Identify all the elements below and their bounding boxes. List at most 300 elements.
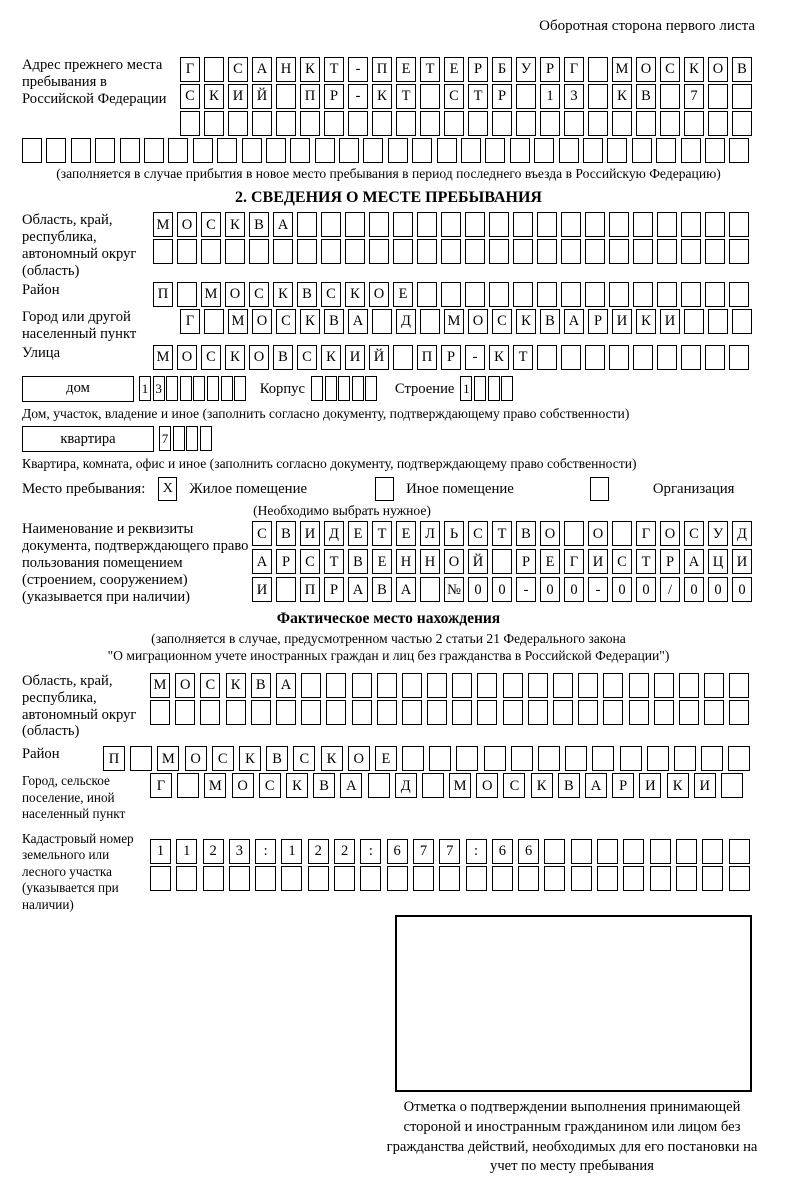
char-cell[interactable]: В: [313, 773, 335, 798]
char-cell[interactable]: 3: [229, 839, 250, 864]
char-cell[interactable]: [177, 282, 197, 307]
char-cell[interactable]: К: [667, 773, 689, 798]
char-cell[interactable]: В: [324, 309, 344, 334]
char-cell[interactable]: [388, 138, 408, 163]
char-cell[interactable]: [623, 839, 644, 864]
char-cell[interactable]: [729, 866, 750, 891]
char-cell[interactable]: Н: [396, 549, 416, 574]
char-cell[interactable]: [607, 138, 627, 163]
char-cell[interactable]: О: [177, 212, 197, 237]
char-cell[interactable]: [513, 282, 533, 307]
char-cell[interactable]: [301, 700, 321, 725]
char-cell[interactable]: №: [444, 577, 464, 602]
char-cell[interactable]: [585, 239, 605, 264]
char-cell[interactable]: Г: [150, 773, 172, 798]
char-cell[interactable]: В: [276, 521, 296, 546]
char-cell[interactable]: В: [732, 57, 752, 82]
char-cell[interactable]: [702, 866, 723, 891]
char-cell[interactable]: 0: [492, 577, 512, 602]
char-cell[interactable]: О: [177, 345, 197, 370]
char-cell[interactable]: [325, 376, 337, 401]
char-cell[interactable]: [705, 212, 725, 237]
char-cell[interactable]: [588, 57, 608, 82]
char-cell[interactable]: [681, 239, 701, 264]
char-cell[interactable]: А: [273, 212, 293, 237]
char-cell[interactable]: [534, 138, 554, 163]
char-cell[interactable]: [352, 673, 372, 698]
char-cell[interactable]: [420, 84, 440, 109]
char-cell[interactable]: [729, 673, 749, 698]
char-cell[interactable]: [396, 111, 416, 136]
char-cell[interactable]: [516, 84, 536, 109]
char-cell[interactable]: [228, 111, 248, 136]
char-cell[interactable]: А: [348, 577, 368, 602]
char-cell[interactable]: [413, 866, 434, 891]
char-cell[interactable]: [488, 376, 500, 401]
char-cell[interactable]: [681, 282, 701, 307]
char-cell[interactable]: [249, 239, 269, 264]
char-cell[interactable]: Д: [732, 521, 752, 546]
char-cell[interactable]: И: [588, 549, 608, 574]
char-cell[interactable]: [348, 111, 368, 136]
char-cell[interactable]: [571, 839, 592, 864]
char-cell[interactable]: Д: [396, 309, 416, 334]
char-cell[interactable]: [176, 866, 197, 891]
char-cell[interactable]: Е: [372, 549, 392, 574]
char-cell[interactable]: 0: [468, 577, 488, 602]
char-cell[interactable]: [681, 345, 701, 370]
char-cell[interactable]: С: [468, 521, 488, 546]
char-cell[interactable]: Г: [564, 57, 584, 82]
char-cell[interactable]: Р: [492, 84, 512, 109]
char-cell[interactable]: [429, 746, 451, 771]
char-cell[interactable]: [193, 376, 205, 401]
char-cell[interactable]: [503, 673, 523, 698]
char-cell[interactable]: [701, 746, 723, 771]
char-cell[interactable]: 1: [540, 84, 560, 109]
char-cell[interactable]: [204, 111, 224, 136]
char-cell[interactable]: М: [153, 345, 173, 370]
char-cell[interactable]: [732, 309, 752, 334]
char-cell[interactable]: [321, 212, 341, 237]
char-cell[interactable]: :: [466, 839, 487, 864]
char-cell[interactable]: П: [300, 577, 320, 602]
char-cell[interactable]: [518, 866, 539, 891]
char-cell[interactable]: [229, 866, 250, 891]
char-cell[interactable]: [654, 700, 674, 725]
char-cell[interactable]: [474, 376, 486, 401]
char-cell[interactable]: М: [444, 309, 464, 334]
char-cell[interactable]: [95, 138, 115, 163]
char-cell[interactable]: [681, 138, 701, 163]
char-cell[interactable]: [452, 673, 472, 698]
char-cell[interactable]: [729, 239, 749, 264]
char-cell[interactable]: Т: [324, 57, 344, 82]
char-cell[interactable]: 7: [159, 426, 171, 451]
char-cell[interactable]: [234, 376, 246, 401]
char-cell[interactable]: С: [201, 212, 221, 237]
char-cell[interactable]: И: [694, 773, 716, 798]
char-cell[interactable]: О: [540, 521, 560, 546]
char-cell[interactable]: В: [348, 549, 368, 574]
char-cell[interactable]: [372, 309, 392, 334]
char-cell[interactable]: [516, 111, 536, 136]
char-cell[interactable]: Г: [180, 309, 200, 334]
char-cell[interactable]: [489, 282, 509, 307]
char-cell[interactable]: [513, 239, 533, 264]
char-cell[interactable]: [603, 700, 623, 725]
char-cell[interactable]: С: [444, 84, 464, 109]
char-cell[interactable]: -: [348, 57, 368, 82]
char-cell[interactable]: [363, 138, 383, 163]
char-cell[interactable]: -: [465, 345, 485, 370]
char-cell[interactable]: 1: [139, 376, 151, 401]
char-cell[interactable]: Г: [564, 549, 584, 574]
char-cell[interactable]: В: [516, 521, 536, 546]
char-cell[interactable]: О: [636, 57, 656, 82]
char-cell[interactable]: [729, 839, 750, 864]
char-cell[interactable]: [609, 345, 629, 370]
char-cell[interactable]: [654, 673, 674, 698]
char-cell[interactable]: И: [300, 521, 320, 546]
char-cell[interactable]: [657, 345, 677, 370]
char-cell[interactable]: [377, 673, 397, 698]
char-cell[interactable]: О: [468, 309, 488, 334]
char-cell[interactable]: [537, 282, 557, 307]
char-cell[interactable]: [705, 345, 725, 370]
char-cell[interactable]: В: [636, 84, 656, 109]
char-cell[interactable]: [492, 111, 512, 136]
char-cell[interactable]: [633, 239, 653, 264]
char-cell[interactable]: А: [252, 57, 272, 82]
char-cell[interactable]: П: [103, 746, 125, 771]
char-cell[interactable]: И: [345, 345, 365, 370]
char-cell[interactable]: [276, 577, 296, 602]
char-cell[interactable]: [369, 239, 389, 264]
char-cell[interactable]: [290, 138, 310, 163]
char-cell[interactable]: Т: [513, 345, 533, 370]
char-cell[interactable]: 0: [636, 577, 656, 602]
char-cell[interactable]: [465, 282, 485, 307]
char-cell[interactable]: С: [684, 521, 704, 546]
char-cell[interactable]: С: [293, 746, 315, 771]
char-cell[interactable]: В: [372, 577, 392, 602]
char-cell[interactable]: А: [252, 549, 272, 574]
char-cell[interactable]: [422, 773, 444, 798]
char-cell[interactable]: [281, 866, 302, 891]
char-cell[interactable]: [200, 426, 212, 451]
char-cell[interactable]: [553, 673, 573, 698]
char-cell[interactable]: М: [228, 309, 248, 334]
char-cell[interactable]: [377, 700, 397, 725]
char-cell[interactable]: [705, 138, 725, 163]
char-cell[interactable]: [597, 866, 618, 891]
other-premises-checkbox[interactable]: [375, 477, 394, 501]
char-cell[interactable]: С: [252, 521, 272, 546]
char-cell[interactable]: [420, 111, 440, 136]
char-cell[interactable]: О: [444, 549, 464, 574]
char-cell[interactable]: [585, 212, 605, 237]
char-cell[interactable]: Т: [636, 549, 656, 574]
char-cell[interactable]: О: [660, 521, 680, 546]
char-cell[interactable]: И: [732, 549, 752, 574]
char-cell[interactable]: [564, 111, 584, 136]
char-cell[interactable]: О: [225, 282, 245, 307]
char-cell[interactable]: Е: [540, 549, 560, 574]
char-cell[interactable]: [571, 866, 592, 891]
organization-checkbox[interactable]: [590, 477, 609, 501]
char-cell[interactable]: /: [660, 577, 680, 602]
char-cell[interactable]: [393, 239, 413, 264]
char-cell[interactable]: Т: [396, 84, 416, 109]
char-cell[interactable]: 1: [460, 376, 472, 401]
char-cell[interactable]: [441, 239, 461, 264]
char-cell[interactable]: Р: [324, 84, 344, 109]
char-cell[interactable]: А: [564, 309, 584, 334]
char-cell[interactable]: Е: [444, 57, 464, 82]
char-cell[interactable]: :: [360, 839, 381, 864]
char-cell[interactable]: [468, 111, 488, 136]
char-cell[interactable]: [674, 746, 696, 771]
char-cell[interactable]: [266, 138, 286, 163]
char-cell[interactable]: [708, 309, 728, 334]
char-cell[interactable]: К: [239, 746, 261, 771]
char-cell[interactable]: [276, 84, 296, 109]
char-cell[interactable]: 1: [150, 839, 171, 864]
char-cell[interactable]: [729, 282, 749, 307]
char-cell[interactable]: [612, 111, 632, 136]
char-cell[interactable]: Р: [588, 309, 608, 334]
char-cell[interactable]: [387, 866, 408, 891]
char-cell[interactable]: Й: [252, 84, 272, 109]
char-cell[interactable]: К: [286, 773, 308, 798]
char-cell[interactable]: О: [175, 673, 195, 698]
char-cell[interactable]: Й: [468, 549, 488, 574]
char-cell[interactable]: [729, 700, 749, 725]
char-cell[interactable]: [207, 376, 219, 401]
char-cell[interactable]: [352, 700, 372, 725]
char-cell[interactable]: 6: [387, 839, 408, 864]
char-cell[interactable]: [326, 673, 346, 698]
char-cell[interactable]: [676, 866, 697, 891]
char-cell[interactable]: [629, 673, 649, 698]
char-cell[interactable]: [315, 138, 335, 163]
char-cell[interactable]: К: [684, 57, 704, 82]
char-cell[interactable]: [708, 84, 728, 109]
char-cell[interactable]: [489, 239, 509, 264]
char-cell[interactable]: [721, 773, 743, 798]
char-cell[interactable]: Р: [324, 577, 344, 602]
char-cell[interactable]: А: [340, 773, 362, 798]
char-cell[interactable]: [633, 282, 653, 307]
char-cell[interactable]: М: [157, 746, 179, 771]
char-cell[interactable]: [609, 282, 629, 307]
char-cell[interactable]: Г: [636, 521, 656, 546]
char-cell[interactable]: [177, 239, 197, 264]
char-cell[interactable]: 3: [153, 376, 165, 401]
char-cell[interactable]: -: [348, 84, 368, 109]
char-cell[interactable]: С: [249, 282, 269, 307]
char-cell[interactable]: У: [516, 57, 536, 82]
char-cell[interactable]: [427, 673, 447, 698]
char-cell[interactable]: [684, 111, 704, 136]
char-cell[interactable]: [251, 700, 271, 725]
char-cell[interactable]: П: [417, 345, 437, 370]
char-cell[interactable]: [402, 673, 422, 698]
char-cell[interactable]: [513, 212, 533, 237]
char-cell[interactable]: К: [372, 84, 392, 109]
char-cell[interactable]: [402, 700, 422, 725]
char-cell[interactable]: К: [225, 212, 245, 237]
char-cell[interactable]: [441, 212, 461, 237]
char-cell[interactable]: [636, 111, 656, 136]
char-cell[interactable]: [201, 239, 221, 264]
char-cell[interactable]: О: [185, 746, 207, 771]
char-cell[interactable]: К: [612, 84, 632, 109]
char-cell[interactable]: [528, 673, 548, 698]
char-cell[interactable]: Е: [375, 746, 397, 771]
char-cell[interactable]: [650, 839, 671, 864]
char-cell[interactable]: И: [252, 577, 272, 602]
char-cell[interactable]: П: [372, 57, 392, 82]
char-cell[interactable]: [352, 376, 364, 401]
char-cell[interactable]: [484, 746, 506, 771]
char-cell[interactable]: [559, 138, 579, 163]
char-cell[interactable]: 1: [281, 839, 302, 864]
char-cell[interactable]: [528, 700, 548, 725]
char-cell[interactable]: [365, 376, 377, 401]
char-cell[interactable]: С: [201, 345, 221, 370]
char-cell[interactable]: [503, 700, 523, 725]
char-cell[interactable]: С: [503, 773, 525, 798]
char-cell[interactable]: [321, 239, 341, 264]
char-cell[interactable]: [130, 746, 152, 771]
char-cell[interactable]: П: [153, 282, 173, 307]
char-cell[interactable]: 0: [732, 577, 752, 602]
char-cell[interactable]: [369, 212, 389, 237]
char-cell[interactable]: С: [276, 309, 296, 334]
char-cell[interactable]: 1: [176, 839, 197, 864]
char-cell[interactable]: [334, 866, 355, 891]
char-cell[interactable]: [629, 700, 649, 725]
char-cell[interactable]: К: [489, 345, 509, 370]
char-cell[interactable]: 3: [564, 84, 584, 109]
char-cell[interactable]: [679, 673, 699, 698]
char-cell[interactable]: О: [232, 773, 254, 798]
char-cell[interactable]: [221, 376, 233, 401]
char-cell[interactable]: Р: [441, 345, 461, 370]
char-cell[interactable]: О: [708, 57, 728, 82]
char-cell[interactable]: [273, 239, 293, 264]
char-cell[interactable]: [301, 673, 321, 698]
char-cell[interactable]: М: [612, 57, 632, 82]
char-cell[interactable]: К: [345, 282, 365, 307]
char-cell[interactable]: С: [300, 549, 320, 574]
char-cell[interactable]: [368, 773, 390, 798]
char-cell[interactable]: [439, 866, 460, 891]
char-cell[interactable]: С: [180, 84, 200, 109]
char-cell[interactable]: 2: [334, 839, 355, 864]
char-cell[interactable]: 7: [684, 84, 704, 109]
char-cell[interactable]: [417, 239, 437, 264]
char-cell[interactable]: [657, 212, 677, 237]
char-cell[interactable]: [544, 866, 565, 891]
char-cell[interactable]: [705, 239, 725, 264]
char-cell[interactable]: [544, 839, 565, 864]
char-cell[interactable]: [46, 138, 66, 163]
char-cell[interactable]: [412, 138, 432, 163]
char-cell[interactable]: Д: [324, 521, 344, 546]
char-cell[interactable]: И: [660, 309, 680, 334]
char-cell[interactable]: [466, 866, 487, 891]
char-cell[interactable]: [203, 866, 224, 891]
char-cell[interactable]: М: [150, 673, 170, 698]
char-cell[interactable]: [153, 239, 173, 264]
char-cell[interactable]: [345, 239, 365, 264]
char-cell[interactable]: М: [204, 773, 226, 798]
char-cell[interactable]: [620, 746, 642, 771]
char-cell[interactable]: У: [708, 521, 728, 546]
char-cell[interactable]: И: [612, 309, 632, 334]
char-cell[interactable]: [676, 839, 697, 864]
char-cell[interactable]: [729, 212, 749, 237]
char-cell[interactable]: [465, 212, 485, 237]
char-cell[interactable]: [704, 673, 724, 698]
char-cell[interactable]: [538, 746, 560, 771]
char-cell[interactable]: [166, 376, 178, 401]
char-cell[interactable]: [585, 282, 605, 307]
char-cell[interactable]: [660, 111, 680, 136]
char-cell[interactable]: 0: [708, 577, 728, 602]
char-cell[interactable]: Р: [612, 773, 634, 798]
char-cell[interactable]: [650, 866, 671, 891]
char-cell[interactable]: [393, 212, 413, 237]
char-cell[interactable]: 7: [413, 839, 434, 864]
char-cell[interactable]: [501, 376, 513, 401]
char-cell[interactable]: [684, 309, 704, 334]
char-cell[interactable]: К: [226, 673, 246, 698]
char-cell[interactable]: [393, 345, 413, 370]
char-cell[interactable]: [204, 309, 224, 334]
char-cell[interactable]: Ь: [444, 521, 464, 546]
char-cell[interactable]: С: [321, 282, 341, 307]
char-cell[interactable]: [609, 239, 629, 264]
char-cell[interactable]: [420, 309, 440, 334]
char-cell[interactable]: [728, 746, 750, 771]
char-cell[interactable]: [452, 700, 472, 725]
char-cell[interactable]: С: [612, 549, 632, 574]
char-cell[interactable]: [537, 239, 557, 264]
char-cell[interactable]: [633, 212, 653, 237]
char-cell[interactable]: К: [636, 309, 656, 334]
char-cell[interactable]: И: [228, 84, 248, 109]
char-cell[interactable]: [324, 111, 344, 136]
char-cell[interactable]: О: [249, 345, 269, 370]
char-cell[interactable]: Т: [468, 84, 488, 109]
char-cell[interactable]: [173, 426, 185, 451]
char-cell[interactable]: [417, 282, 437, 307]
char-cell[interactable]: Б: [492, 57, 512, 82]
char-cell[interactable]: [477, 700, 497, 725]
char-cell[interactable]: [345, 212, 365, 237]
char-cell[interactable]: [729, 345, 749, 370]
char-cell[interactable]: [609, 212, 629, 237]
housing-checkbox[interactable]: X: [158, 477, 177, 501]
char-cell[interactable]: В: [266, 746, 288, 771]
char-cell[interactable]: [561, 239, 581, 264]
char-cell[interactable]: К: [300, 57, 320, 82]
char-cell[interactable]: С: [200, 673, 220, 698]
